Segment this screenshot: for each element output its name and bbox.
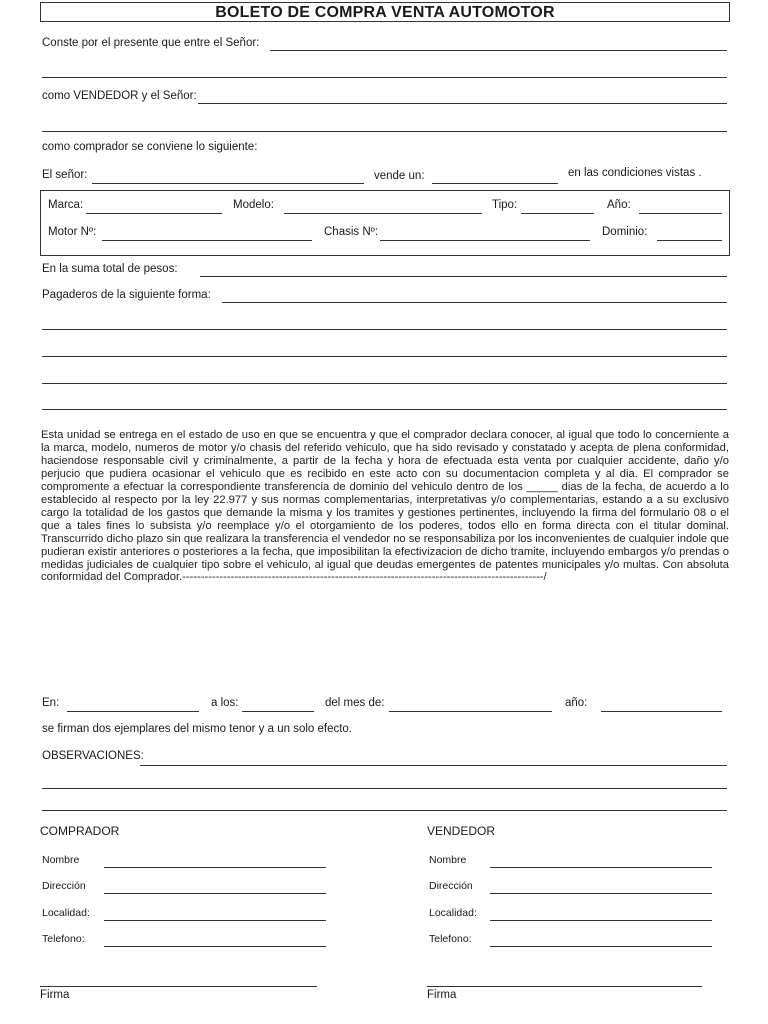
chasis-line[interactable] <box>380 240 590 241</box>
el-senor-line[interactable] <box>92 183 364 184</box>
vendedor-telefono-line[interactable] <box>490 946 712 947</box>
vendedor-name-line-2[interactable] <box>42 77 727 78</box>
comprador-localidad-line[interactable] <box>104 920 326 921</box>
vendedor-telefono-label: Telefono: <box>429 933 472 945</box>
comprador-label: como comprador se conviene lo siguiente: <box>42 141 258 153</box>
suma-line[interactable] <box>200 276 727 277</box>
comprador-firma-label: Firma <box>40 989 70 1001</box>
firman-text: se firman dos ejemplares del mismo tenor y a un solo efecto. <box>42 723 353 735</box>
en-label: En: <box>42 697 60 709</box>
motor-line[interactable] <box>102 240 312 241</box>
del-mes-label: del mes de: <box>325 697 385 709</box>
comprador-localidad-label: Localidad: <box>42 907 90 919</box>
anio-line[interactable] <box>639 213 722 214</box>
comprador-direccion-line[interactable] <box>104 893 326 894</box>
a-los-label: a los: <box>211 697 239 709</box>
comprador-name-line-2[interactable] <box>42 131 727 132</box>
pagaderos-line-2[interactable] <box>42 329 727 330</box>
modelo-label: Modelo: <box>233 199 274 211</box>
anio-label: Año: <box>607 199 631 211</box>
tipo-line[interactable] <box>521 213 594 214</box>
comprador-nombre-line[interactable] <box>104 867 326 868</box>
comprador-firma-line[interactable] <box>40 986 317 987</box>
document-title: BOLETO DE COMPRA VENTA AUTOMOTOR <box>40 2 730 22</box>
motor-label: Motor Nº: <box>48 226 97 238</box>
tipo-label: Tipo: <box>492 199 518 211</box>
comprador-name-line[interactable] <box>198 103 727 104</box>
observaciones-line-2[interactable] <box>42 788 727 789</box>
comprador-direccion-label: Dirección <box>42 880 86 892</box>
vendedor-firma-label: Firma <box>427 989 457 1001</box>
dominio-label: Dominio: <box>602 226 648 238</box>
pagaderos-line-3[interactable] <box>42 356 727 357</box>
pagaderos-line-5[interactable] <box>42 409 727 410</box>
legal-paragraph: Esta unidad se entrega en el estado de uso en que se encuentra y que el comprador declara conocer, al igual que todo lo concerniente a la marca, modelo, numeros de motor y/o chasis del referido vehiculo, que ha sido revisado y constatado y acepta de plena conformidad, haciendose responsable civil y criminalmente, a partir de la fecha y hora de efectuada esta venta por cualquier accidente, daño y/o perjucio que pudiera ocasionar el vehiculo que es recibido en este acto con su documentacion completa y al dia. El comprador se compromente a efectuar la correspondiente transferencia de dominio del vehiculo dentro de los _____ dias de la fecha, de acuerdo a lo establecido al respecto por la ley 22.977 y sus normas complementarias, interpretativas y/o complementarias, estando a a su exclusivo cargo la totalidad de los gastos que demande la misma y los tramites y gestiones pertinentes, incluyendo la firma del formulario 08 o el que a tales fines lo subsista y/o reemplace y/o el otorgamiento de los poderes, todos ello en forma directa con el titular dominal. Transcurrido dicho plazo sin que realizara la transferencia el vendedor no se responsabiliza por los inconvenientes de cualquier indole que pudieran existir anteriores o posteriores a la fecha, que imposibilitan la efectivizacion de dicho tramite, incluyendo embargos y/o prendas o medidas judiciales de cualquier tipo sobre el vehiculo, al igual que deudas emergentes de patentes municipales y/o multas. Con absoluta conformidad del Comprador.-------------------------------------------------------------------------------------------------/ <box>41 429 729 584</box>
observaciones-label: OBSERVACIONES: <box>42 750 144 762</box>
vendedor-localidad-label: Localidad: <box>429 907 477 919</box>
dominio-line[interactable] <box>657 240 722 241</box>
comprador-telefono-line[interactable] <box>104 946 326 947</box>
vendedor-nombre-label: Nombre <box>429 854 467 866</box>
vende-un-line[interactable] <box>432 183 558 184</box>
marca-line[interactable] <box>86 213 222 214</box>
anio-date-line[interactable] <box>601 711 722 712</box>
pagaderos-label: Pagaderos de la siguiente forma: <box>42 289 211 301</box>
observaciones-line-3[interactable] <box>42 810 727 811</box>
vende-un-label: vende un: <box>374 170 425 182</box>
vendedor-direccion-label: Dirección <box>429 880 473 892</box>
en-line[interactable] <box>67 711 199 712</box>
anio-date-label: año: <box>565 697 588 709</box>
comprador-telefono-label: Telefono: <box>42 933 85 945</box>
el-senor-label: El señor: <box>42 169 88 181</box>
conste-label: Conste por el presente que entre el Señor: <box>42 37 260 49</box>
vendedor-name-line[interactable] <box>270 50 727 51</box>
comprador-heading: COMPRADOR <box>40 824 120 838</box>
pagaderos-line-4[interactable] <box>42 383 727 384</box>
pagaderos-line[interactable] <box>222 302 727 303</box>
condiciones-label: en las condiciones vistas . <box>568 167 702 179</box>
observaciones-line[interactable] <box>140 765 727 766</box>
suma-label: En la suma total de pesos: <box>42 263 178 275</box>
modelo-line[interactable] <box>284 213 482 214</box>
del-mes-line[interactable] <box>389 711 552 712</box>
vendedor-localidad-line[interactable] <box>490 920 712 921</box>
vendedor-direccion-line[interactable] <box>490 893 712 894</box>
marca-label: Marca: <box>48 199 84 211</box>
vendedor-label: como VENDEDOR y el Señor: <box>42 90 197 102</box>
a-los-line[interactable] <box>242 711 314 712</box>
vendedor-nombre-line[interactable] <box>490 867 712 868</box>
vendedor-heading: VENDEDOR <box>427 824 496 838</box>
chasis-label: Chasis Nº: <box>324 226 379 238</box>
vendedor-firma-line[interactable] <box>427 986 702 987</box>
comprador-nombre-label: Nombre <box>42 854 80 866</box>
